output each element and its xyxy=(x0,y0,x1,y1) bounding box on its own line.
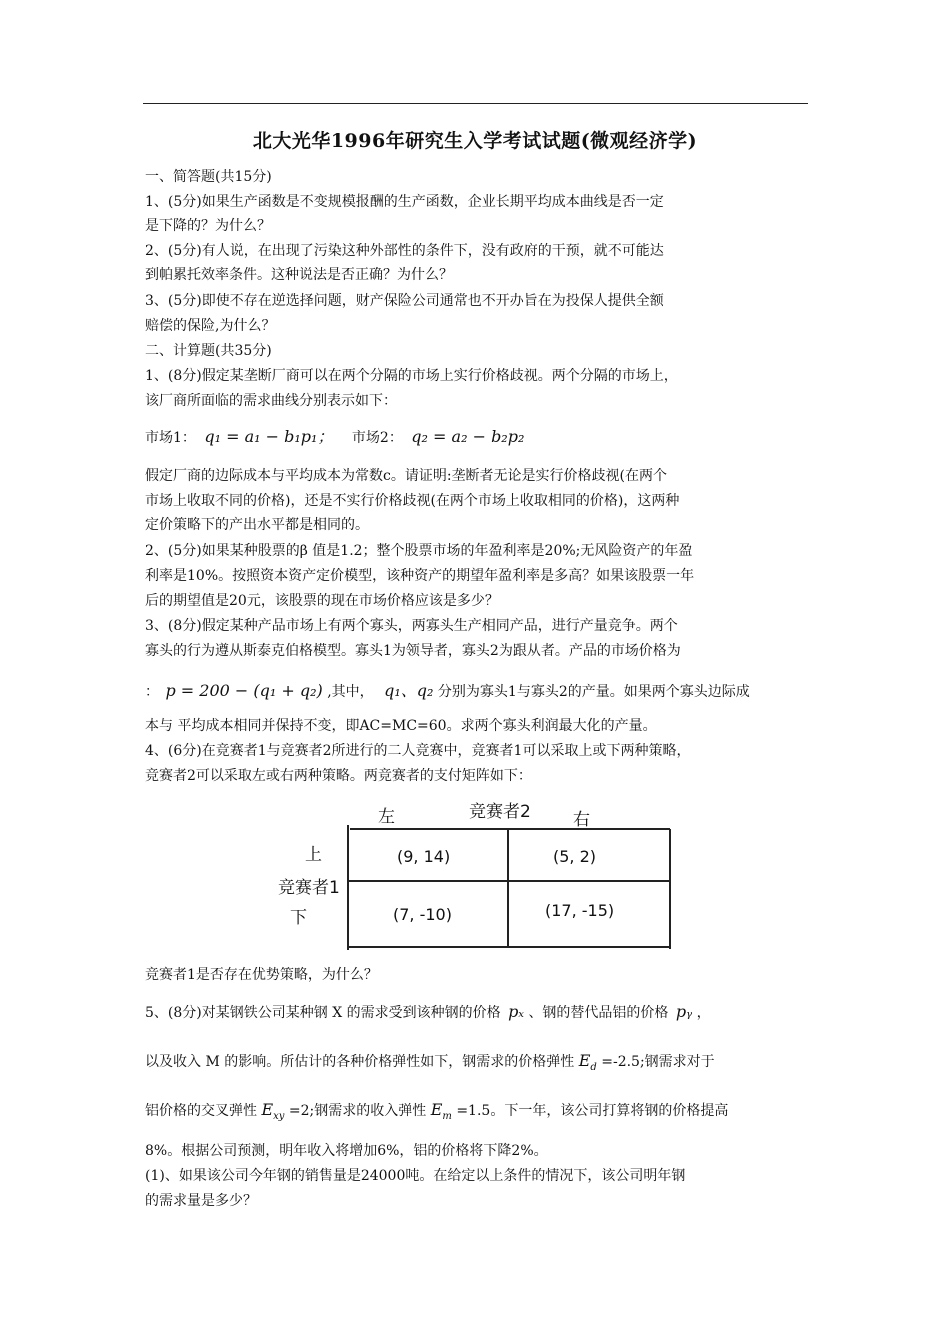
exy-symbol: E xyxy=(261,1100,274,1119)
em-symbol: E xyxy=(430,1100,443,1119)
matrix-left-label: 左 xyxy=(378,807,395,827)
s1-q2-line2: 到帕累托效率条件。这种说法是否正确？为什么？ xyxy=(145,267,453,283)
s2-q1-after-line1: 假定厂商的边际成本与平均成本为常数c。请证明:垄断者无论是实行价格歧视(在两个 xyxy=(145,468,668,484)
s2-q2-line3: 后的期望值是20元，该股票的现在市场价格应该是多少？ xyxy=(145,593,499,609)
matrix-grid xyxy=(340,825,680,955)
s2-q5-sub1-line2: 的需求量是多少？ xyxy=(145,1193,257,1209)
s2-q2-line2: 利率是10%。按照资本资产定价模型，该种资产的期望年盈利率是多高？如果该股票一年 xyxy=(145,568,695,584)
s2-q4-line2: 竞赛者2可以采取左或右两种策略。两竞赛者的支付矩阵如下： xyxy=(145,768,532,784)
matrix-down-label: 下 xyxy=(290,908,307,928)
elasticity-em xyxy=(430,1100,452,1123)
em-subscript: m xyxy=(442,1111,452,1123)
s2-q3-equation-line xyxy=(145,682,750,701)
matrix-col-player: 竞赛者2 xyxy=(469,802,531,822)
q5-line3-b: =2;钢需求的收入弹性 xyxy=(288,1103,427,1119)
s1-q1-line2: 是下降的？为什么？ xyxy=(145,218,271,234)
s2-q5-sub1-line1: (1)、如果该公司今年钢的销售量是24000吨。在给定以上条件的情况下，该公司明年钢 xyxy=(145,1168,686,1184)
s1-q1-line1: 1、(5分)如果生产函数是不变规模报酬的生产函数，企业长期平均成本曲线是否一定 xyxy=(145,194,664,210)
s2-q2-line1: 2、(5分)如果某种股票的β 值是1.2；整个股票市场的年盈利率是20%;无风险资产的年盈 xyxy=(145,543,693,559)
price-px: pₓ xyxy=(508,1002,524,1021)
page-title: 北大光华1996年研究生入学考试试题(微观经济学) xyxy=(252,130,698,152)
q5-line2-b: =-2.5;钢需求对于 xyxy=(601,1054,715,1070)
eq-suffix: ,其中， xyxy=(327,684,374,700)
s2-q1-markets xyxy=(145,428,524,447)
market1-label: 市场1： xyxy=(145,430,196,446)
q5-line1-c: ， xyxy=(696,1005,711,1021)
q5-line3-c: =1.5。下一年，该公司打算将钢的价格提高 xyxy=(456,1103,729,1119)
market1-equation: q₁ = a₁ − b₁p₁； xyxy=(204,427,334,446)
ed-subscript: d xyxy=(590,1062,597,1074)
elasticity-exy xyxy=(261,1100,285,1123)
q5-line1-a: 5、(8分)对某钢铁公司某种钢 X 的需求受到该种钢的价格 xyxy=(145,1005,501,1021)
s2-q3-last: 本与 平均成本相同并保持不变，即AC=MC=60。求两个寡头利润最大化的产量。 xyxy=(145,718,657,734)
matrix-cell-up-left: (9, 14) xyxy=(397,847,451,866)
q5-line1-b: 、钢的替代品铝的价格 xyxy=(528,1005,669,1021)
q5-line2-a: 以及收入 M 的影响。所估计的各种价格弹性如下，钢需求的价格弹性 xyxy=(145,1054,575,1070)
s1-q3-line2: 赔偿的保险,为什么？ xyxy=(145,318,276,334)
s1-q3-line1: 3、(5分)即使不存在逆选择问题，财产保险公司通常也不开办旨在为投保人提供全额 xyxy=(145,293,664,309)
matrix-cell-down-left: (7, -10) xyxy=(393,905,452,924)
price-py: pᵧ xyxy=(675,1002,693,1021)
eq-prefix: ： xyxy=(145,684,159,700)
s2-q1-line1: 1、(8分)假定某垄断厂商可以在两个分隔的市场上实行价格歧视。两个分隔的市场上， xyxy=(145,368,678,384)
matrix-row-player: 竞赛者1 xyxy=(278,878,340,898)
q5-line3-a: 铝价格的交叉弹性 xyxy=(145,1103,257,1119)
section1-heading: 一、简答题(共15分) xyxy=(145,169,272,185)
matrix-cell-up-right: (5, 2) xyxy=(553,847,597,866)
s2-q5-line4: 8%。根据公司预测，明年收入将增加6%，铝的价格将下降2%。 xyxy=(145,1143,548,1159)
s2-q1-after-line2: 市场上收取不同的价格)，还是不实行价格歧视(在两个市场上收取相同的价格)，这两种 xyxy=(145,493,680,509)
s2-q5-line2 xyxy=(145,1052,715,1077)
matrix-cell-down-right: (17, -15) xyxy=(545,901,615,920)
price-equation: p = 200 − (q₁ + q₂) xyxy=(165,681,323,700)
section2-heading: 二、计算题(共35分) xyxy=(145,343,272,359)
eq-tail: 分别为寡头1与寡头2的产量。如果两个寡头边际成 xyxy=(437,684,750,700)
s2-q4-line1: 4、(6分)在竞赛者1与竞赛者2所进行的二人竞赛中，竞赛者1可以采取上或下两种策略， xyxy=(145,743,691,759)
market2-equation: q₂ = a₂ − b₂p₂ xyxy=(411,427,525,446)
header-rule xyxy=(143,103,808,104)
s1-q2-line1: 2、(5分)有人说，在出现了污染这种外部性的条件下，没有政府的干预，就不可能达 xyxy=(145,243,664,259)
s2-q1-after-line3: 定价策略下的产出水平都是相同的。 xyxy=(145,517,369,533)
matrix-up-label: 上 xyxy=(305,845,322,865)
market2-label: 市场2： xyxy=(351,430,403,446)
exy-subscript: xy xyxy=(273,1111,285,1123)
s2-q4-after: 竞赛者1是否存在优势策略，为什么？ xyxy=(145,967,378,983)
elasticity-ed xyxy=(578,1051,597,1074)
matrix-right-label: 右 xyxy=(573,810,590,830)
s2-q5-line3 xyxy=(145,1101,728,1126)
s2-q5-line1 xyxy=(145,1003,711,1022)
ed-symbol: E xyxy=(578,1051,591,1070)
s2-q3-line2: 寡头的行为遵从斯泰克伯格模型。寡头1为领导者，寡头2为跟从者。产品的市场价格为 xyxy=(145,643,681,659)
s2-q3-line1: 3、(8分)假定某种产品市场上有两个寡头，两寡头生产相同产品，进行产量竞争。两个 xyxy=(145,618,678,634)
s2-q1-line2: 该厂商所面临的需求曲线分别表示如下： xyxy=(145,393,397,409)
quantity-vars: q₁、q₂ xyxy=(384,681,434,700)
